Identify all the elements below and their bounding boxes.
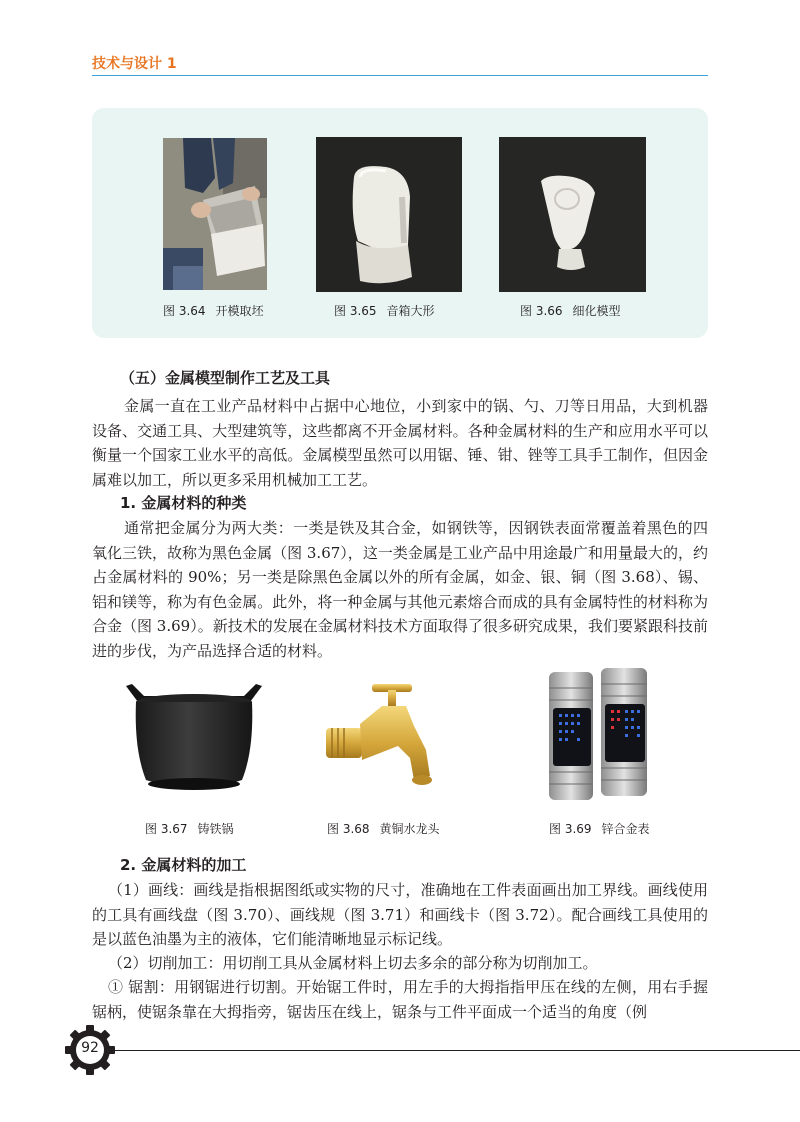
figure-label: 黄铜水龙头 <box>379 822 440 836</box>
page-number: 92 <box>81 1040 99 1056</box>
photo-cast-iron-pot <box>124 680 264 800</box>
figure-caption <box>334 302 435 319</box>
section-heading: （五）金属模型制作工艺及工具 <box>120 369 331 387</box>
photo-zinc-alloy-watch <box>545 668 660 804</box>
footer-rule <box>100 1050 800 1051</box>
figure-caption <box>163 302 264 319</box>
figure-number: 图 3.65 <box>334 304 377 318</box>
paragraph-metal-types: 通常把金属分为两大类：一类是铁及其合金，如钢铁等，因钢铁表面常覆盖着黑色的四氧化三铁，故称为黑色金属（图 3.67），这一类金属是工业产品中用途最广和用量最大的，约占金属材料的 90%；另一类是除黑色金属以外的所有金属，如金、银、铜（图 3.68）、锡、铝和镁等，称为有色金属。此外，将一种金属与其他元素熔合而成的具有金属特性的材料称为合金（图 3.69）。新技术的发展在金属材料技术方面取得了很多研究成果，我们要紧跟科技前进的步伐，为产品选择合适的材料。 <box>92 519 708 660</box>
figure-caption <box>145 820 234 837</box>
paragraph-cutting: （2）切削加工：用切削工具从金属材料上切去多余的部分称为切削加工。 <box>108 954 598 972</box>
figure-number: 图 3.68 <box>327 822 370 836</box>
paragraph-intro: 金属一直在工业产品材料中占据中心地位，小到家中的锅、勺、刀等日用品，大到机器设备、交通工具、大型建筑等，这些都离不开金属材料。各种金属材料的生产和应用水平可以衡量一个国家工业水平的高低。金属模型虽然可以用锯、锤、钳、锉等工具手工制作，但因金属难以加工，所以更多采用机械加工工艺。 <box>92 397 708 489</box>
figure-caption <box>549 820 650 837</box>
figure-number: 图 3.67 <box>145 822 188 836</box>
running-header-title: 技术与设计 1 <box>92 56 177 72</box>
figure-number: 图 3.64 <box>163 304 206 318</box>
figure-label: 锌合金表 <box>601 822 650 836</box>
figure-label: 开模取坯 <box>215 304 264 318</box>
figure-label: 细化模型 <box>572 304 621 318</box>
figure-number: 图 3.66 <box>520 304 563 318</box>
photo-speaker-rough-form <box>316 137 462 292</box>
subheading-metal-types: 1. 金属材料的种类 <box>120 494 247 512</box>
figure-caption <box>327 820 440 837</box>
photo-brass-faucet <box>322 680 442 800</box>
figure-label: 铸铁锅 <box>197 822 234 836</box>
subheading-metal-processing: 2. 金属材料的加工 <box>120 856 247 874</box>
paragraph-marking: （1）画线：画线是指根据图纸或实物的尺寸，准确地在工件表面画出加工界线。画线使用的工具有画线盘（图 3.70）、画线规（图 3.71）和画线卡（图 3.72）。配合画线工具使用的是以蓝色油墨为主的液体，它们能清晰地显示标记线。 <box>92 881 708 948</box>
header-rule <box>92 75 708 76</box>
paragraph-sawing: ① 锯割：用钢锯进行切割。开始锯工件时，用左手的大拇指指甲压在线的左侧，用右手握锯柄，使锯条靠在大拇指旁，锯齿压在线上，锯条与工件平面成一个适当的角度（例 <box>92 978 708 1021</box>
figure-label: 音箱大形 <box>386 304 435 318</box>
figure-number: 图 3.69 <box>549 822 592 836</box>
figure-caption <box>520 302 621 319</box>
photo-refined-model <box>499 137 646 292</box>
photo-mold-opening <box>163 138 267 290</box>
